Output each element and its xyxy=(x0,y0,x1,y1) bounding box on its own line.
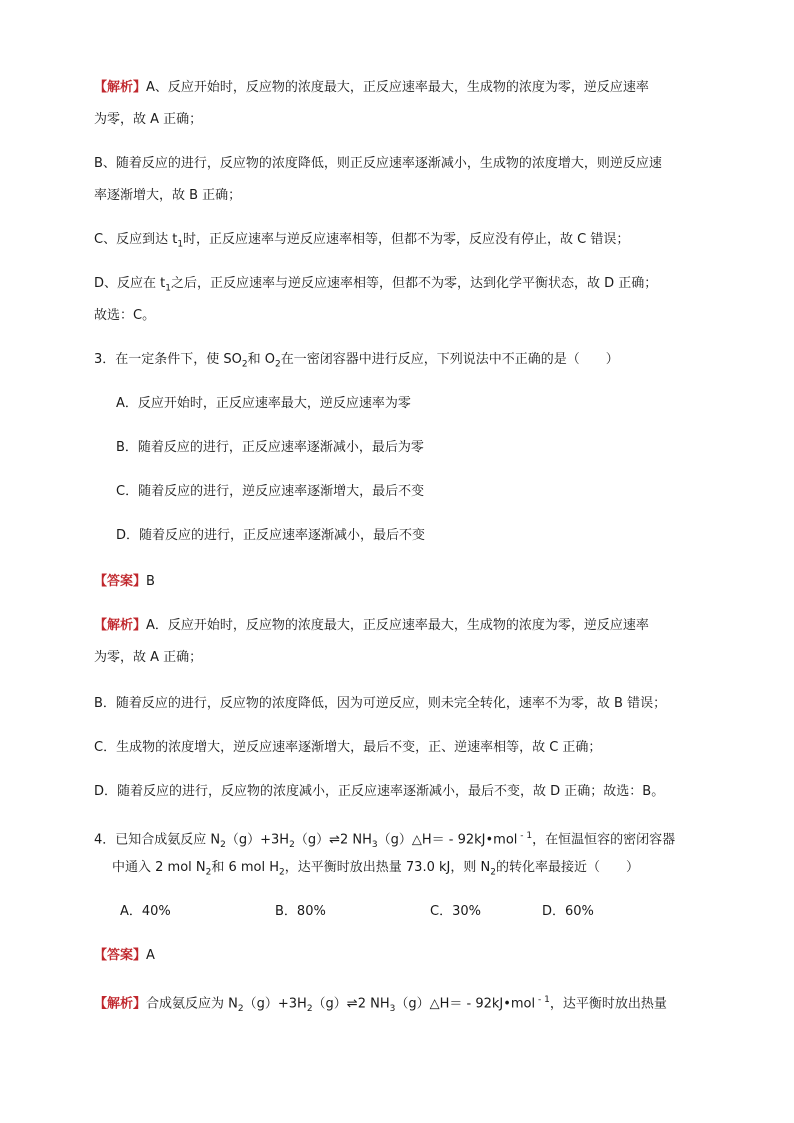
analysis-tag: 【解析】 xyxy=(94,618,147,633)
q3-analysis-a-line2: 为零，故 A 正确； xyxy=(94,650,203,665)
q4-stem-line2: 中通入 2 mol $N_2$和 6 mol $H_2$，达平衡时放出热量 73.0 kJ，则 $N_2$的转化率最接近（ ） xyxy=(112,860,639,878)
q2-conclusion: 故选：C。 xyxy=(94,308,156,323)
analysis-tag: 【解析】 xyxy=(94,996,147,1012)
q4-choice-d: D．60% xyxy=(542,904,594,919)
q3-analysis-a-line1: 【解析】A．反应开始时，反应物的浓度最大，正反应速率最大，生成物的浓度为零，逆反应速率 xyxy=(94,618,649,633)
q3-option-b: B．随着反应的进行，正反应速率逐渐减小，最后为零 xyxy=(116,440,424,455)
analysis-tag: 【解析】 xyxy=(94,80,147,95)
q3-answer: 【答案】B xyxy=(94,574,155,589)
q3-option-d: D．随着反应的进行，正反应速率逐渐减小，最后不变 xyxy=(116,528,426,543)
q3-option-a: A．反应开始时，正反应速率最大，逆反应速率为零 xyxy=(116,396,411,411)
q3-option-c: C．随着反应的进行，逆反应速率逐渐增大，最后不变 xyxy=(116,484,425,499)
q2-analysis-c: C、反应到达 $t_1$时，正反应速率与逆反应速率相等，但都不为零，反应没有停止，故 C 错误； xyxy=(94,232,630,250)
q4-analysis: 【解析】合成氨反应为 $N_2(g)+3H_2(g)\rightleftharpoons 2$ $NH_3(g)\triangle H=$ - 92kJ•mol $^{- 1}$，达平衡时放出热量 xyxy=(94,995,667,1014)
q3-analysis-d: D．随着反应的进行，反应物的浓度减小，正反应速率逐渐减小，最后不变，故 D 正确；故选：B。 xyxy=(94,784,665,799)
q4-choice-b: B．80% xyxy=(275,904,326,919)
q3-analysis-c: C．生成物的浓度增大，逆反应速率逐渐增大，最后不变，正、逆速率相等，故 C 正确； xyxy=(94,740,602,755)
q2-analysis-a-line2: 为零，故 A 正确； xyxy=(94,112,203,127)
q2-analysis-b-line2: 率逐渐增大，故 B 正确； xyxy=(94,188,242,203)
q4-stem-line1: 4．已知合成氨反应 $N_2(g)+3H_2(g)\rightleftharpoons 2$ $NH_3(g)\triangle H=$ - 92kJ•mol $^{- 1}$，在恒温恒容的密闭容器 xyxy=(94,831,676,850)
answer-tag: 【答案】 xyxy=(94,948,147,963)
q4-choice-c: C．30% xyxy=(430,904,481,919)
q3-analysis-b: B．随着反应的进行，反应物的浓度降低，因为可逆反应，则未完全转化，速率不为零，故 B 错误； xyxy=(94,696,667,711)
q2-analysis-a-line1: 【解析】A、反应开始时，反应物的浓度最大，正反应速率最大，生成物的浓度为零，逆反应速率 xyxy=(94,80,649,95)
q4-answer: 【答案】A xyxy=(94,948,155,963)
q3-stem: 3．在一定条件下，使 $SO_2$和 $O_2$在一密闭容器中进行反应，下列说法中不正确的是（ ） xyxy=(94,352,619,370)
answer-tag: 【答案】 xyxy=(94,574,147,589)
q4-choices xyxy=(120,902,680,922)
q4-choice-a: A．40% xyxy=(120,904,171,919)
q2-analysis-b-line1: B、随着反应的进行，反应物的浓度降低，则正反应速率逐渐减小，生成物的浓度增大，则逆反应速 xyxy=(94,156,662,171)
q2-analysis-d: D、反应在 $t_1$之后，正反应速率与逆反应速率相等，但都不为零，达到化学平衡状态，故 D 正确； xyxy=(94,276,658,294)
